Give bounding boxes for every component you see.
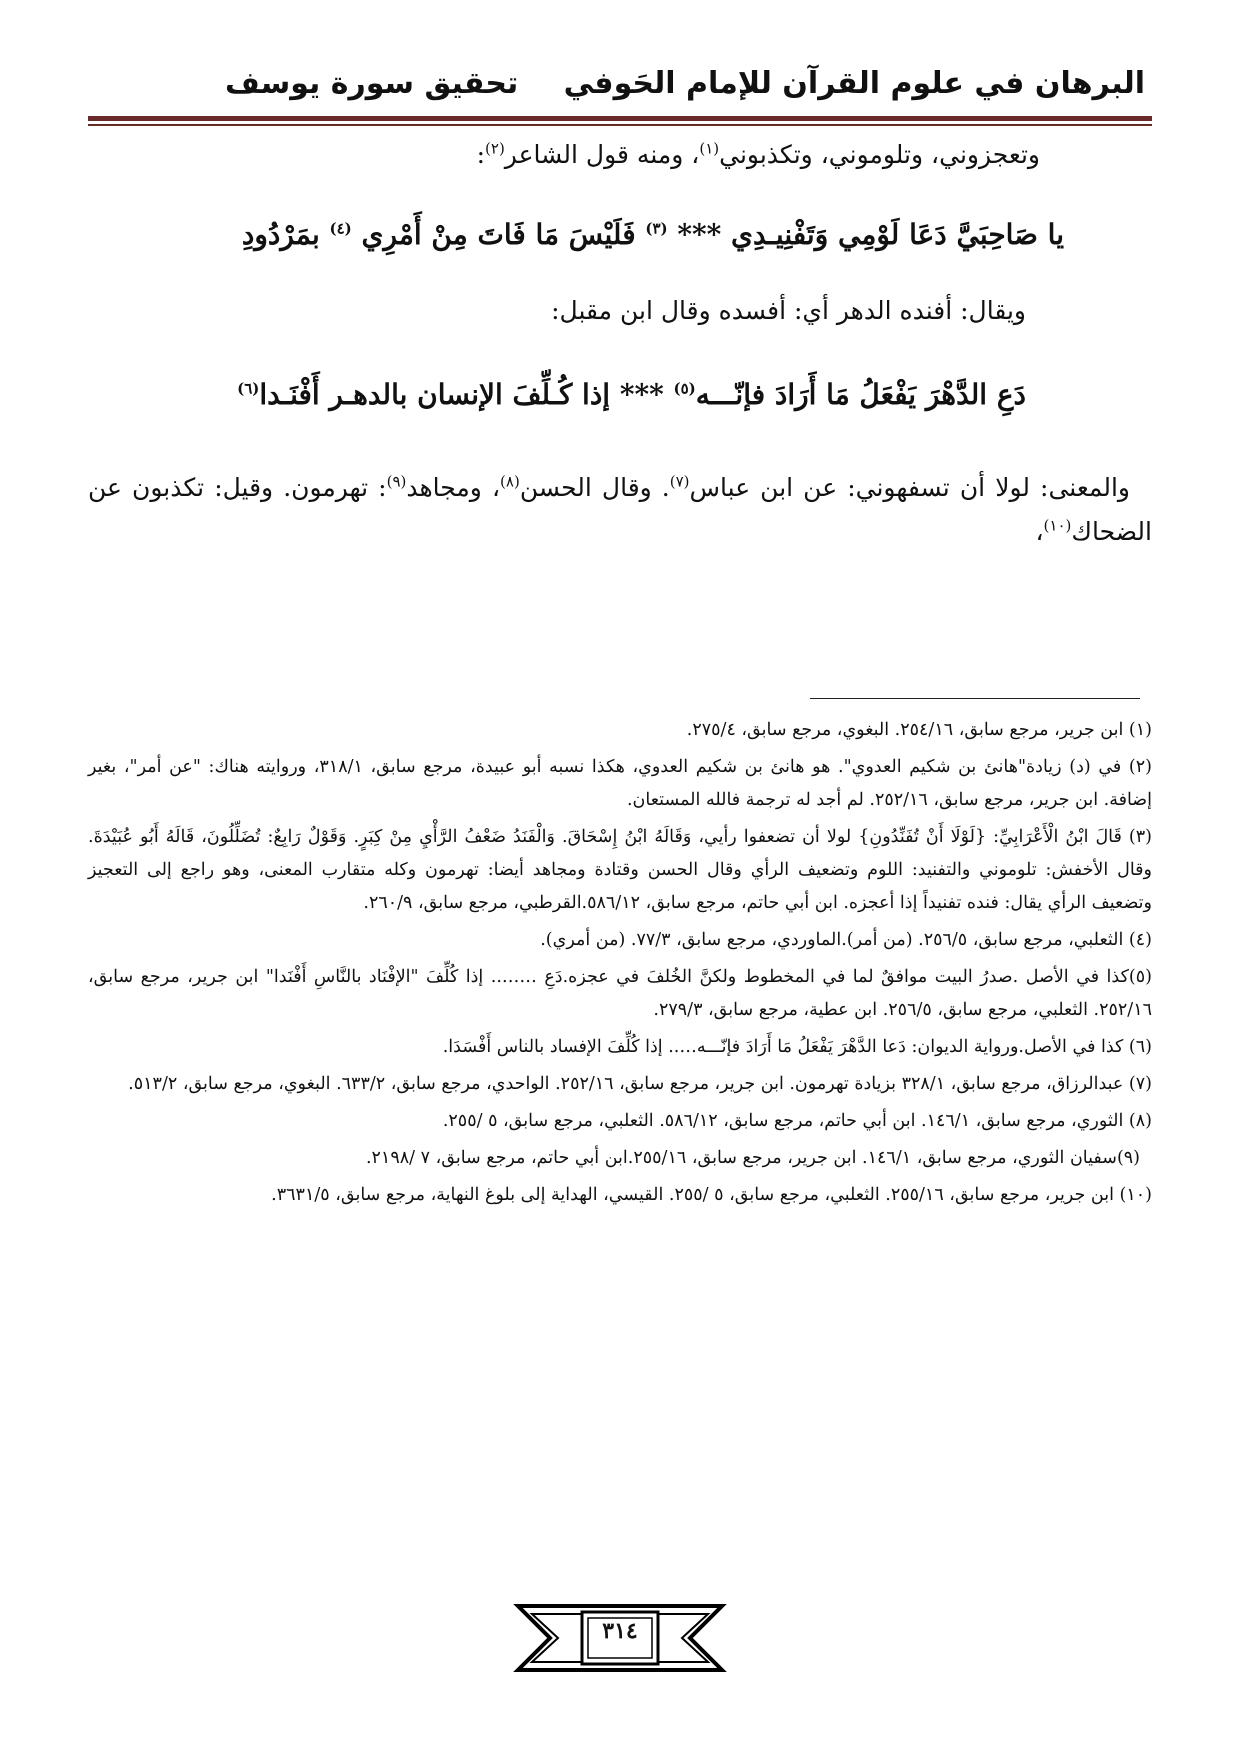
footnote-1: (١) ابن جرير، مرجع سابق، ٢٥٤/١٦. البغوي، مرجع سابق، ٢٧٥/٤. [686, 720, 1152, 740]
book-title: البرهان في علوم القرآن للإمام الحَوفي [563, 66, 1145, 101]
footnote-ref: (٧) [669, 472, 690, 491]
body-line-2: ويقال: أفنده الدهر أي: أفسده وقال ابن مقبل: [551, 296, 1026, 325]
footnote-ref: (٩) [386, 472, 407, 491]
footnote-5: (٥)كذا في الأصل .صدرُ البيت موافقٌ لما في المخطوط ولكنَّ الخُلفَ في عجزه.دَعِ …….. إذا كُلِّفَ "الإفْنَاد بالنَّاسِ أَفْنَدا" ابن جرير، مرجع سابق، ٢٥٢/١٦. الثعلبي، مرجع سابق، ٢٥٦/٥. ابن عطية، مرجع سابق، ٢٧٩/٣. [88, 967, 1152, 1020]
text-segment: : تهرمون. وقيل: تكذبون عن الضحاك [88, 473, 1152, 546]
verse-1 [242, 218, 1064, 251]
body-paragraph [88, 466, 1152, 554]
page-number: ٣١٤ [602, 1618, 638, 1644]
footnote-3: (٣) قَالَ ابْنُ الْأَعْرَابِيِّ: {لَوْلَا أَنْ تُفَنِّدُونِ} لولا أن تضعفوا رأيي، وَقَالَهُ ابْنُ إِسْحَاقَ. وَالْفَنَدُ ضَعْفُ الرَّأْيِ مِنْ كِبَرٍ. وَقَوْلٌ رَابِعٌ: تُضَلِّلُونَ، قَالَهُ أَبُو عُبَيْدَةَ. وقال الأخفش: تلوموني والتفنيد: اللوم وتضعيف الرأي وقال الحسن وقتادة ومجاهد أيضا: تهرمون وكله متقارب المعنى، وهو راجع إلى التعجيز وتضعيف الرأي يقال: فنده تفنيداً إذا أعجزه. ابن أبي حاتم، مرجع سابق، ٥٨٦/١٢.القرطبي، مرجع سابق، ٢٦٠/٩. [88, 827, 1152, 913]
footnote-10: (١٠) ابن جرير، مرجع سابق، ٢٥٥/١٦. الثعلبي، مرجع سابق، ٥ /٢٥٥. القيسي، الهداية إلى بلوغ النهاية، مرجع سابق، ٣٦٣١/٥. [271, 1185, 1152, 1205]
footnote-separator [810, 698, 1140, 699]
verse-2 [237, 378, 1026, 411]
footnote-ref: (١٠) [1043, 516, 1072, 535]
text-segment: : [476, 140, 486, 169]
text-segment: ، ومنه قول الشاعر [504, 140, 700, 169]
footnote-9: (٩)سفيان الثوري، مرجع سابق، ١٤٦/١. ابن جرير، مرجع سابق، ٢٥٥/١٦.ابن أبي حاتم، مرجع سابق، ٧ /٢١٩٨. [365, 1148, 1140, 1168]
footnote-ref: (٣) [645, 219, 668, 238]
text-segment: ، [1035, 517, 1044, 546]
running-header [95, 66, 1145, 112]
text-segment: والمعنى: لولا أن تسفهوني: عن ابن عباس [689, 473, 1131, 502]
page-number-ornament [510, 1598, 730, 1678]
chapter-title: تحقيق سورة يوسف [225, 66, 519, 101]
text-segment: وتعجزوني، وتلوموني، وتكذبوني [719, 140, 1040, 169]
footnote-8: (٨) الثوري، مرجع سابق، ١٤٦/١. ابن أبي حاتم، مرجع سابق، ٥٨٦/١٢. الثعلبي، مرجع سابق، ٥ /٢٥٥. [442, 1111, 1152, 1131]
footnote-ref: (٢) [485, 139, 505, 158]
header-rule-thick [88, 116, 1152, 121]
verse-segment: *** إذا كُـلِّفَ الإنسان بالدهـر أَفْنَـدا [259, 378, 674, 411]
footnote-ref: (٤) [329, 219, 352, 238]
verse-segment: يا صَاحِبَيَّ دَعَا لَوْمِي وَتَفْنِيـدِي *** [667, 218, 1064, 251]
verse-segment: فَلَيْسَ مَا فَاتَ مِنْ أَمْرِي [351, 218, 646, 251]
footnote-4: (٤) الثعلبي، مرجع سابق، ٢٥٦/٥. (من أمر).الماوردي، مرجع سابق، ٧٧/٣. (من أمري). [540, 930, 1152, 950]
body-line-1 [477, 140, 1040, 169]
verse-segment: بمَرْدُودِ [241, 218, 330, 251]
text-segment: ، ومجاهد [406, 473, 501, 502]
verse-segment: دَعِ الدَّهْرَ يَفْعَلُ مَا أَرَادَ فإنّـــه [695, 378, 1026, 411]
header-rule-thin [88, 124, 1152, 126]
text-segment: . وقال الحسن [519, 473, 670, 502]
footnote-ref: (٨) [500, 472, 520, 491]
footnote-7: (٧) عبدالرزاق، مرجع سابق، ٣٢٨/١ بزيادة تهرمون. ابن جرير، مرجع سابق، ٢٥٢/١٦. الواحدي، مرجع سابق، ٦٣٣/٢. البغوي، مرجع سابق، ٥١٣/٢. [128, 1074, 1152, 1094]
footnote-2: (٢) في (د) زيادة"هانئ بن شكيم العدوي". هو هانئ بن شكيم العدوي، هكذا نسبه أبو عبيدة، مرجع سابق، ٣١٨/١، وروايته هناك: "عن أمر"، بغير إضافة. ابن جرير، مرجع سابق، ٢٥٢/١٦. لم أجد له ترجمة فالله المستعان. [88, 757, 1152, 810]
footnote-ref: (١) [699, 139, 720, 158]
footnote-ref: (٦) [237, 379, 260, 398]
footnotes [88, 714, 1152, 1216]
footnote-ref: (٥) [673, 379, 696, 398]
footnote-6: (٦) كذا في الأصل.ورواية الديوان: دَعا الدَّهْرَ يَفْعَلُ مَا أَرَادَ فإنّـــه….. إذا كُلِّفَ الإفساد بالناس أَفْسَدَا. [442, 1037, 1152, 1057]
